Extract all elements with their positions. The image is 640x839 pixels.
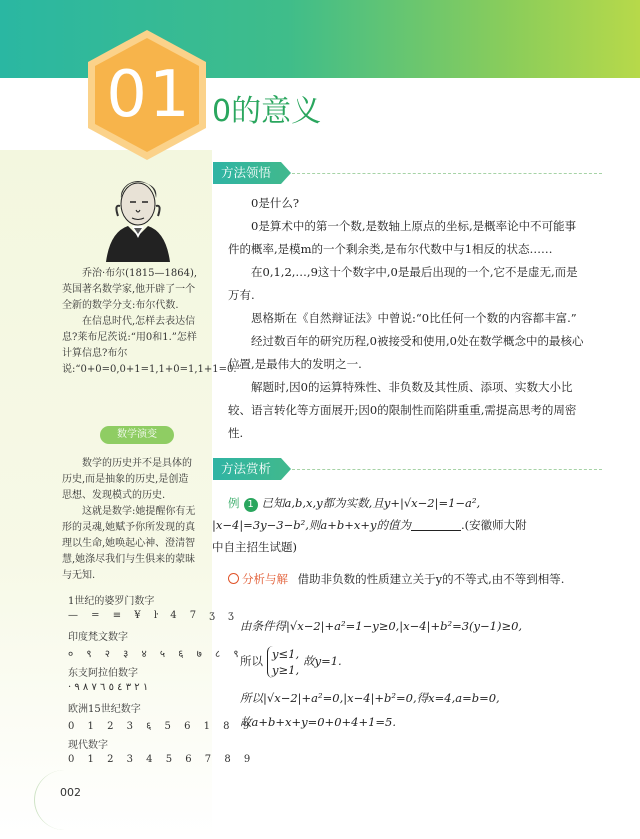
numeral-glyphs: 0 1 2 3 4 5 6 7 8 9 xyxy=(68,754,256,765)
chapter-number: 01 xyxy=(106,58,192,132)
numeral-label: 印度梵文数字 xyxy=(68,632,128,643)
problem-text: 已知a,b,x,y都为实数,且y+|√x−2|=1−a², xyxy=(261,496,481,510)
caption-paragraph: 乔治·布尔(1815—1864),英国著名数学家,他开辟了一个全新的数学分支:布尔代数. xyxy=(62,268,198,311)
solution-step-system xyxy=(240,646,586,678)
answer-blank xyxy=(411,518,461,531)
math-evolution-badge: 数学演变 xyxy=(100,426,174,444)
section-divider xyxy=(292,469,602,470)
numeral-label: 东支阿拉伯数字 xyxy=(68,668,138,679)
numeral-label: 1世纪的婆罗门数字 xyxy=(68,596,155,607)
example-label: 例 xyxy=(228,496,240,510)
numeral-glyphs: 0 1 2 3 ६ 5 6 1 8 9 xyxy=(68,721,255,732)
solution-steps xyxy=(240,614,586,734)
magnifier-icon xyxy=(228,573,239,584)
problem-line: 中自主招生试题) xyxy=(212,540,297,554)
example-problem xyxy=(212,492,586,558)
section-tag-method-insight: 方法领悟 xyxy=(213,162,281,184)
portrait-caption xyxy=(62,266,242,378)
solution-step: 所以|√x−2|+a²=0,|x−4|+b²=0,得x=4,a=b=0, xyxy=(240,691,500,705)
solution-step: 所以 xyxy=(240,654,263,668)
problem-source: .(安徽师大附 xyxy=(460,518,527,532)
analysis-label xyxy=(228,572,288,586)
analysis-block xyxy=(228,568,586,590)
system-line: y≥1, xyxy=(272,663,300,677)
evolution-paragraph: 数学的历史并不是具体的历史,而是抽象的历史,是创造思想、发现模式的历史. xyxy=(62,458,192,501)
section-tag-method-appreciation: 方法赏析 xyxy=(213,458,281,480)
evolution-text xyxy=(62,456,198,584)
solution-step: 故a+b+x+y=0+0+4+1=5. xyxy=(240,715,397,729)
numeral-label: 现代数字 xyxy=(68,740,108,751)
numeral-label: 欧洲15世纪数字 xyxy=(68,704,141,715)
problem-line xyxy=(212,514,586,536)
numeral-glyphs: ० ९ २ ३ ४ ५ ६ ७ ८ ९ xyxy=(68,649,244,660)
body-paragraph: 解题时,因0的运算特殊性、非负数及其性质、添项、实数大小比较、语言转化等方面展开;因0的限制性而陷阱重重,需提高思考的周密性. xyxy=(228,380,577,440)
evolution-paragraph: 这就是数学:她提醒你有无形的灵魂,她赋予你所发现的真理以生命,她唤起心神、澄清智慧,她涤尽我们与生俱来的蒙昧与无知. xyxy=(62,506,196,581)
decorative-arc xyxy=(34,770,95,830)
chapter-title: 0的意义 xyxy=(212,94,322,129)
example-number: 1 xyxy=(244,498,258,512)
section-divider xyxy=(292,173,602,174)
inequality-system xyxy=(267,646,299,678)
solution-step: 由条件得|√x−2|+a²=1−y≥0,|x−4|+b²=3(y−1)≥0, xyxy=(240,619,523,633)
solution-step: 故y=1. xyxy=(303,654,342,668)
portrait-image xyxy=(96,176,180,262)
numeral-glyphs: — = ≡ ¥ ŀ 4 7 ʒ ʒ xyxy=(68,610,239,621)
body-paragraph: 经过数百年的研究历程,0被接受和使用,0处在数学概念中的最核心位置,是最伟大的发明之一. xyxy=(228,334,584,371)
method-insight-text xyxy=(228,192,586,445)
caption-paragraph: 在信息时代,怎样去表达信息?莱布尼茨说:“用0和1.”怎样计算信息?布尔说:“0+0=0,0+1=1,1+0=1,1+1=0.” xyxy=(62,316,242,375)
page-number: 002 xyxy=(60,786,81,799)
body-paragraph: 恩格斯在《自然辩证法》中曾说:“0比任何一个数的内容都丰富.” xyxy=(251,311,577,325)
problem-line xyxy=(228,492,586,514)
body-paragraph: 0是算术中的第一个数,是数轴上原点的坐标,是概率论中不可能事件的概率,是模m的一个剩余类,是布尔代数中与1相反的状态…… xyxy=(228,219,577,256)
analysis-text: 借助非负数的性质建立关于y的不等式,由不等到相等. xyxy=(297,572,565,586)
system-line: y≤1, xyxy=(272,647,300,661)
numeral-glyphs: · ١ ٢ ٣ ٤ ٥ ٦ ٧ ٨ ٩ xyxy=(68,682,149,693)
body-paragraph: 在0,1,2,…,9这十个数字中,0是最后出现的一个,它不是虚无,而是万有. xyxy=(228,265,578,302)
problem-text: |x−4|=3y−3−b²,则a+b+x+y的值为 xyxy=(212,518,411,532)
body-paragraph: 0是什么? xyxy=(251,196,299,210)
analysis-label-text: 分析与解 xyxy=(242,572,288,586)
